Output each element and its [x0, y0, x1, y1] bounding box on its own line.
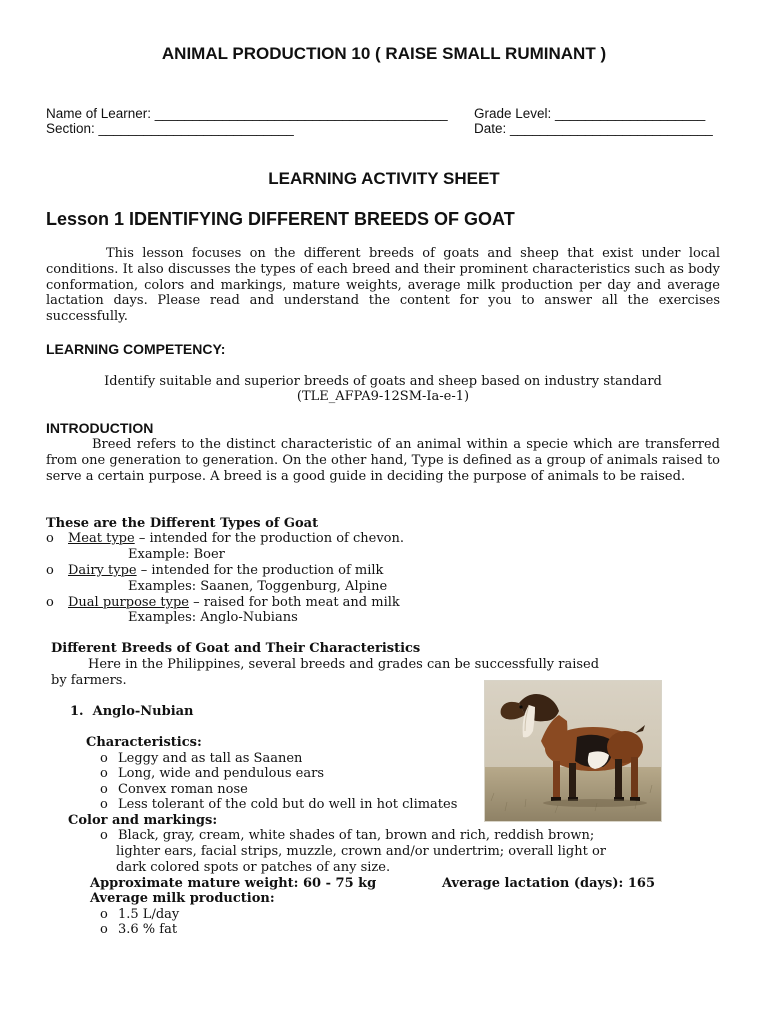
breed-name: Anglo-Nubian [92, 704, 194, 719]
bullet-icon: o [46, 531, 54, 546]
milk-production-heading: Average milk production: [90, 891, 275, 906]
color-markings-text: lighter ears, facial strips, muzzle, crown and/or undertrim; overall light or [116, 844, 606, 859]
breed-number: 1. [70, 704, 84, 719]
lesson-intro-paragraph: This lesson focuses on the different breeds of goats and sheep that exist under local conditions. It also discusses the types of each breed and their prominent characteristics such as body conformation, colors and markings, mature weights, average milk production per day and average lactation days. Please read and understand the content for you to answer all the exercises successfully. [46, 246, 720, 325]
goat-type-item [46, 563, 383, 578]
anglo-nubian-goat-photo [484, 680, 662, 822]
grade-level-field: Grade Level: ____________________ [474, 106, 706, 121]
characteristic-item [100, 797, 457, 812]
competency-heading: LEARNING COMPETENCY: [46, 341, 226, 357]
sheet-title: LEARNING ACTIVITY SHEET [268, 169, 500, 188]
bullet-icon: o [100, 797, 108, 812]
bullet-icon: o [100, 766, 108, 781]
milk-production-text: 3.6 % fat [118, 922, 178, 937]
goat-type-example: Examples: Anglo-Nubians [128, 610, 298, 625]
breeds-heading: Different Breeds of Goat and Their Characteristics [51, 641, 421, 656]
characteristic-text: Convex roman nose [118, 782, 248, 797]
lesson-title: Lesson 1 IDENTIFYING DIFFERENT BREEDS OF GOAT [46, 209, 515, 229]
average-lactation: Average lactation (days): 165 [442, 876, 655, 891]
characteristic-item [100, 782, 248, 797]
goat-type-item [46, 531, 404, 546]
bullet-icon: o [100, 828, 108, 843]
name-of-learner-field: Name of Learner: _______________________________________ [46, 106, 448, 121]
bullet-icon: o [46, 563, 54, 578]
goat-type-name: Dairy type [68, 563, 137, 578]
goat-types-heading: These are the Different Types of Goat [46, 516, 319, 531]
breeds-intro-line: Here in the Philippines, several breeds and grades can be successfully raised [88, 657, 600, 672]
goat-type-item [46, 595, 400, 610]
milk-production-item [100, 922, 177, 937]
section-field: Section: __________________________ [46, 121, 294, 136]
introduction-paragraph: Breed refers to the distinct characteristic of an animal within a specie which are transferred from one generation to generation. On the other hand, Type is defined as a group of animals raised to serve a certain purpose. A breed is a good guide in deciding the purpose of animals to be raised. [46, 437, 720, 484]
breed-heading [70, 704, 194, 719]
document-title: ANIMAL PRODUCTION 10 ( RAISE SMALL RUMINANT ) [161, 44, 607, 63]
goat-type-description: – intended for the production of milk [136, 563, 384, 578]
breeds-intro-line: by farmers. [51, 673, 127, 688]
color-markings-text: Black, gray, cream, white shades of tan, brown and rich, reddish brown; [118, 828, 595, 843]
characteristic-item [100, 766, 324, 781]
characteristics-heading: Characteristics: [86, 735, 202, 750]
color-markings-text: dark colored spots or patches of any size. [116, 860, 391, 875]
date-field: Date: ___________________________ [474, 121, 713, 136]
characteristic-text: Long, wide and pendulous ears [118, 766, 325, 781]
bullet-icon: o [100, 922, 108, 937]
characteristic-text: Less tolerant of the cold but do well in hot climates [118, 797, 458, 812]
goat-type-description: – intended for the production of chevon. [134, 531, 405, 546]
mature-weight: Approximate mature weight: 60 - 75 kg [90, 876, 377, 891]
competency-code: (TLE_AFPA9-12SM-Ia-e-1) [296, 389, 470, 404]
goat-type-name: Meat type [68, 531, 135, 546]
bullet-icon: o [100, 782, 108, 797]
characteristic-item [100, 751, 302, 766]
goat-type-example: Examples: Saanen, Toggenburg, Alpine [128, 579, 388, 594]
goat-type-example: Example: Boer [128, 547, 225, 562]
goat-type-name: Dual purpose type [68, 595, 189, 610]
color-markings-item [100, 828, 594, 843]
color-markings-heading: Color and markings: [68, 813, 218, 828]
competency-text: Identify suitable and superior breeds of goats and sheep based on industry standard [104, 374, 662, 389]
bullet-icon: o [46, 595, 54, 610]
milk-production-item [100, 907, 179, 922]
bullet-icon: o [100, 751, 108, 766]
goat-type-description: – raised for both meat and milk [188, 595, 400, 610]
milk-production-text: 1.5 L/day [118, 907, 180, 922]
goat-illustration-icon [485, 681, 661, 821]
characteristic-text: Leggy and as tall as Saanen [118, 751, 303, 766]
bullet-icon: o [100, 907, 108, 922]
introduction-heading: INTRODUCTION [46, 420, 154, 436]
